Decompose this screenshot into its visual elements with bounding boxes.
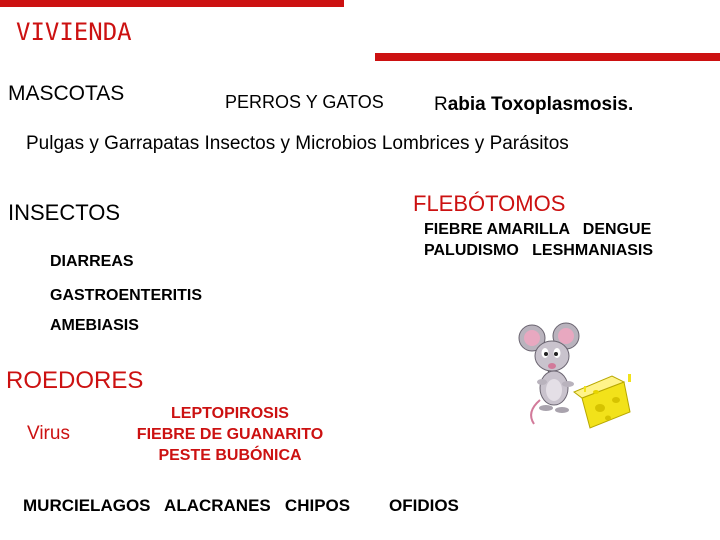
mascotas-heading: MASCOTAS — [8, 82, 125, 105]
insect-disease-item: DIARREAS — [50, 253, 134, 270]
rabia-initial: R — [434, 94, 448, 115]
roedores-heading: ROEDORES — [6, 367, 144, 394]
cheese-icon — [574, 374, 631, 428]
ofidios-label: OFIDIOS — [389, 496, 459, 515]
rodent-disease-item: LEPTOPIROSIS — [171, 405, 289, 422]
mouse-icon — [519, 323, 579, 424]
flebotomos-heading: FLEBÓTOMOS — [413, 191, 566, 216]
flebotomos-diseases — [424, 219, 653, 261]
flebotomos-line-2: PALUDISMO LESHMANIASIS — [424, 242, 654, 259]
flebotomos-line-1: FIEBRE AMARILLA DENGUE — [424, 221, 652, 238]
insect-disease-item: AMEBIASIS — [50, 317, 139, 334]
insect-disease-item: GASTROENTERITIS — [50, 287, 203, 304]
top-accent-bar — [0, 0, 344, 7]
right-accent-bar — [375, 53, 720, 61]
rodent-diseases — [123, 403, 337, 466]
rodent-disease-item: PESTE BUBÓNICA — [158, 447, 302, 464]
mouse-cheese-illustration — [512, 316, 638, 442]
insectos-heading: INSECTOS — [8, 200, 121, 225]
slide-title: VIVIENDA — [16, 18, 132, 46]
mascotas-diseases — [434, 94, 633, 116]
rodent-disease-item: FIEBRE DE GUANARITO — [136, 426, 324, 443]
rabia-rest: abia Toxoplasmosis. — [447, 94, 634, 115]
other-vectors-line: MURCIELAGOS ALACRANES CHIPOS — [23, 496, 351, 515]
virus-label: Virus — [27, 423, 70, 444]
parasites-line: Pulgas y Garrapatas Insectos y Microbios Lombrices y Parásitos — [26, 133, 569, 154]
perros-gatos-label: PERROS Y GATOS — [225, 92, 384, 112]
